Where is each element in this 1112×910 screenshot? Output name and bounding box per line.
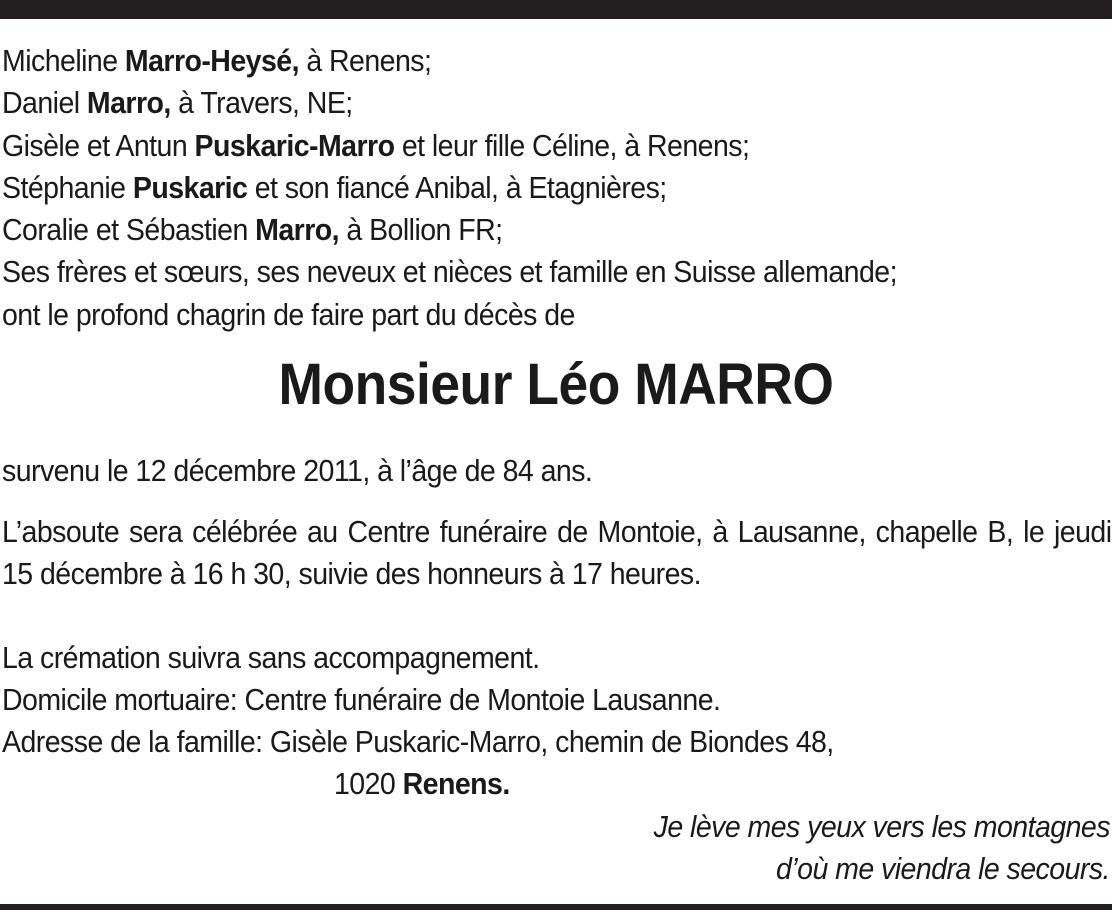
mourner-first-name: Daniel — [2, 85, 87, 121]
mourner-surname: Puskaric-Marro — [194, 127, 395, 163]
death-date-line: survenu le 12 décembre 2011, à l’âge de 84 ans. — [2, 453, 593, 488]
mourners-list — [2, 40, 1021, 336]
mourner-first-name: Coralie et Sébastien — [2, 212, 256, 248]
mourner-line — [2, 40, 1021, 82]
mourner-surname: Puskaric — [132, 169, 248, 205]
verse-line: Je lève mes yeux vers les montagnes — [653, 809, 1110, 844]
city: Renens. — [402, 766, 510, 801]
mourner-line — [2, 294, 1021, 336]
mourner-line — [2, 251, 1021, 293]
mourner-line — [2, 82, 1021, 124]
mourner-location: à Travers, NE; — [170, 85, 353, 121]
mourner-line — [2, 167, 1021, 209]
mourner-first-name: Gisèle et Antun — [2, 127, 195, 163]
ceremony-details: L’absoute sera célébrée au Centre funéraire de Montoie, à Lausanne, chapelle B, le jeudi 15 décembre à 16 h 30, suivie des honneurs à 17 heures. — [2, 514, 1112, 591]
mourner-surname: Marro, — [255, 212, 340, 248]
mortuary-domicile: Domicile mortuaire: Centre funéraire de Montoie Lausanne. — [2, 682, 721, 717]
mourner-surname: Marro-Heysé, — [124, 43, 299, 78]
mourner-location: et leur fille Céline, à Renens; — [394, 127, 750, 163]
cremation-note: La crémation suivra sans accompagnement. — [2, 640, 540, 675]
family-line: Ses frères et sœurs, ses neveux et nièces et famille en Suisse allemande; — [2, 254, 897, 290]
family-address: Adresse de la famille: Gisèle Puskaric-Marro, chemin de Biondes 48, — [2, 724, 834, 759]
deceased-name: Monsieur Léo MARRO — [278, 352, 834, 417]
mourner-line — [2, 209, 1021, 251]
mourner-first-name: Micheline — [2, 43, 125, 78]
mourner-line — [2, 125, 1021, 167]
postcode: 1020 — [334, 766, 403, 801]
bottom-border-rule — [0, 904, 1112, 910]
top-border-rule — [0, 0, 1112, 19]
family-address-city — [334, 763, 1112, 805]
mourner-location: à Renens; — [298, 43, 432, 78]
mourner-location: à Bollion FR; — [339, 212, 503, 248]
announcement-intro: ont le profond chagrin de faire part du décès de — [2, 296, 575, 332]
mourner-surname: Marro, — [86, 85, 171, 121]
mourner-first-name: Stéphanie — [2, 169, 133, 205]
mourner-location: et son fiancé Anibal, à Etagnières; — [247, 169, 667, 205]
closing-verse — [654, 806, 1110, 890]
verse-line: d’où me viendra le secours. — [776, 851, 1110, 886]
